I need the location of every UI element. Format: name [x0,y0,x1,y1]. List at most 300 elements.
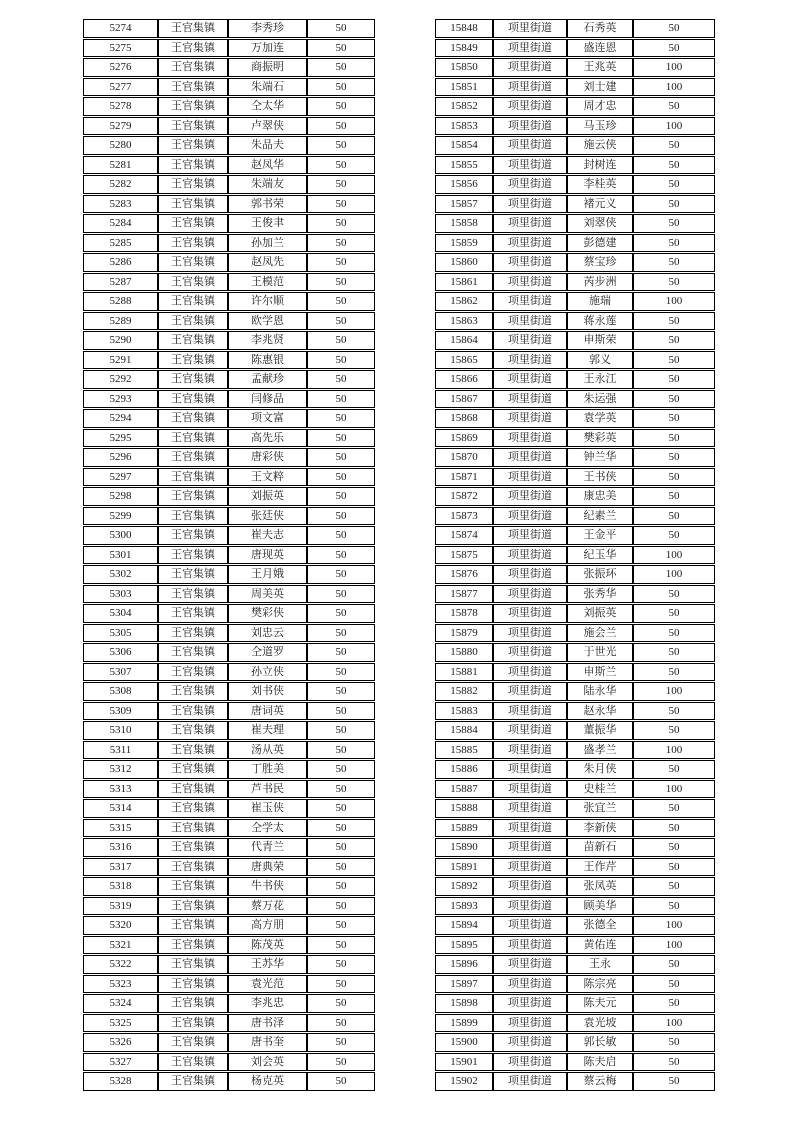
cell-township: 王官集镇 [158,780,228,799]
cell-township: 项里街道 [493,565,567,584]
cell-person-name: 张廷侠 [228,507,307,526]
cell-amount: 50 [307,741,375,760]
table-row [83,97,375,116]
cell-person-name: 朱端石 [228,78,307,97]
table-row [435,156,715,175]
cell-amount: 50 [307,253,375,272]
table-row [83,721,375,740]
cell-person-name: 代青兰 [228,838,307,857]
cell-amount: 100 [633,916,715,935]
table-row [435,487,715,506]
cell-person-name: 赵永华 [567,702,633,721]
cell-amount: 50 [633,253,715,272]
cell-amount: 50 [633,624,715,643]
cell-person-name: 仝学太 [228,819,307,838]
cell-township: 王官集镇 [158,682,228,701]
cell-township: 王官集镇 [158,721,228,740]
cell-amount: 50 [307,994,375,1013]
cell-person-name: 盛连恩 [567,39,633,58]
cell-township: 王官集镇 [158,1072,228,1091]
cell-serial-number: 5275 [83,39,158,58]
table-row [83,175,375,194]
cell-person-name: 樊彩侠 [228,604,307,623]
cell-amount: 100 [633,1014,715,1033]
cell-person-name: 唐词英 [228,702,307,721]
cell-township: 项里街道 [493,312,567,331]
cell-township: 项里街道 [493,117,567,136]
cell-amount: 50 [307,702,375,721]
cell-township: 项里街道 [493,663,567,682]
table-row [435,565,715,584]
cell-person-name: 纪玉华 [567,546,633,565]
cell-serial-number: 15872 [435,487,493,506]
cell-amount: 50 [307,604,375,623]
table-row [83,760,375,779]
cell-amount: 50 [307,897,375,916]
cell-serial-number: 15900 [435,1033,493,1052]
table-row [83,409,375,428]
cell-township: 王官集镇 [158,975,228,994]
table-row [83,19,375,38]
cell-person-name: 唐典荣 [228,858,307,877]
cell-township: 王官集镇 [158,936,228,955]
cell-township: 王官集镇 [158,546,228,565]
cell-serial-number: 15868 [435,409,493,428]
cell-serial-number: 15895 [435,936,493,955]
cell-amount: 50 [307,682,375,701]
table-row [435,994,715,1013]
cell-person-name: 顾美华 [567,897,633,916]
cell-amount: 100 [633,682,715,701]
cell-person-name: 孙立侠 [228,663,307,682]
cell-serial-number: 15864 [435,331,493,350]
cell-township: 项里街道 [493,936,567,955]
table-row [435,702,715,721]
cell-township: 项里街道 [493,409,567,428]
cell-township: 项里街道 [493,604,567,623]
cell-person-name: 唐现英 [228,546,307,565]
cell-serial-number: 5315 [83,819,158,838]
cell-person-name: 袁光坡 [567,1014,633,1033]
cell-township: 项里街道 [493,234,567,253]
cell-township: 王官集镇 [158,877,228,896]
table-row [83,292,375,311]
cell-person-name: 卢翠侠 [228,117,307,136]
cell-amount: 50 [307,273,375,292]
table-row [435,858,715,877]
cell-amount: 50 [307,234,375,253]
cell-person-name: 闫修品 [228,390,307,409]
cell-amount: 50 [633,97,715,116]
cell-person-name: 董振华 [567,721,633,740]
cell-serial-number: 15863 [435,312,493,331]
cell-township: 王官集镇 [158,819,228,838]
table-row [83,331,375,350]
cell-amount: 50 [307,448,375,467]
cell-serial-number: 5295 [83,429,158,448]
cell-amount: 50 [307,585,375,604]
cell-person-name: 刘振英 [228,487,307,506]
cell-person-name: 张德全 [567,916,633,935]
cell-township: 项里街道 [493,507,567,526]
cell-township: 项里街道 [493,1033,567,1052]
cell-serial-number: 15849 [435,39,493,58]
cell-person-name: 蔡云梅 [567,1072,633,1091]
roster-table-right-body [435,19,715,1091]
table-row [435,936,715,955]
cell-township: 王官集镇 [158,702,228,721]
table-row [435,975,715,994]
cell-serial-number: 15889 [435,819,493,838]
cell-person-name: 李秀珍 [228,19,307,38]
cell-person-name: 陈茂英 [228,936,307,955]
cell-serial-number: 5320 [83,916,158,935]
cell-person-name: 康忠美 [567,487,633,506]
cell-serial-number: 5287 [83,273,158,292]
cell-amount: 50 [307,292,375,311]
cell-amount: 50 [307,1033,375,1052]
cell-person-name: 刘会英 [228,1053,307,1072]
cell-amount: 50 [307,624,375,643]
table-row [435,916,715,935]
cell-serial-number: 15860 [435,253,493,272]
table-row [435,1033,715,1052]
cell-township: 王官集镇 [158,39,228,58]
cell-serial-number: 15861 [435,273,493,292]
cell-serial-number: 5310 [83,721,158,740]
cell-township: 王官集镇 [158,526,228,545]
table-row [435,838,715,857]
cell-amount: 50 [633,234,715,253]
cell-serial-number: 5293 [83,390,158,409]
cell-person-name: 崔玉侠 [228,799,307,818]
cell-serial-number: 15886 [435,760,493,779]
cell-amount: 50 [307,721,375,740]
cell-amount: 50 [307,507,375,526]
cell-amount: 50 [633,195,715,214]
table-row [83,156,375,175]
cell-person-name: 刘士建 [567,78,633,97]
cell-person-name: 蒋永莲 [567,312,633,331]
cell-serial-number: 5277 [83,78,158,97]
table-row [435,97,715,116]
cell-serial-number: 5302 [83,565,158,584]
table-row [83,682,375,701]
cell-serial-number: 15887 [435,780,493,799]
cell-serial-number: 15857 [435,195,493,214]
cell-amount: 100 [633,780,715,799]
cell-amount: 50 [307,760,375,779]
cell-amount: 50 [307,1053,375,1072]
cell-person-name: 项文富 [228,409,307,428]
cell-amount: 100 [633,78,715,97]
cell-amount: 50 [633,448,715,467]
cell-amount: 50 [307,390,375,409]
cell-person-name: 陈惠银 [228,351,307,370]
cell-township: 王官集镇 [158,604,228,623]
cell-serial-number: 5327 [83,1053,158,1072]
cell-amount: 50 [307,780,375,799]
cell-amount: 50 [307,643,375,662]
cell-serial-number: 5281 [83,156,158,175]
cell-amount: 50 [307,487,375,506]
cell-amount: 50 [307,19,375,38]
cell-serial-number: 5317 [83,858,158,877]
cell-township: 项里街道 [493,975,567,994]
cell-serial-number: 15848 [435,19,493,38]
cell-person-name: 刘书侠 [228,682,307,701]
cell-serial-number: 15890 [435,838,493,857]
cell-amount: 50 [633,858,715,877]
cell-township: 项里街道 [493,897,567,916]
cell-person-name: 周才忠 [567,97,633,116]
cell-township: 王官集镇 [158,624,228,643]
cell-serial-number: 15881 [435,663,493,682]
table-row [435,682,715,701]
table-row [435,234,715,253]
cell-person-name: 王月娥 [228,565,307,584]
cell-township: 项里街道 [493,468,567,487]
cell-township: 项里街道 [493,682,567,701]
roster-table-left [83,18,375,1092]
cell-person-name: 樊彩英 [567,429,633,448]
cell-township: 项里街道 [493,253,567,272]
cell-township: 项里街道 [493,39,567,58]
cell-serial-number: 15894 [435,916,493,935]
cell-amount: 50 [633,390,715,409]
cell-amount: 50 [633,760,715,779]
cell-amount: 50 [633,819,715,838]
cell-serial-number: 5294 [83,409,158,428]
cell-person-name: 张宜兰 [567,799,633,818]
cell-amount: 50 [307,838,375,857]
cell-township: 王官集镇 [158,1014,228,1033]
table-row [83,975,375,994]
cell-person-name: 郭长敏 [567,1033,633,1052]
table-row [83,897,375,916]
table-row [83,546,375,565]
cell-amount: 50 [307,936,375,955]
table-row [435,19,715,38]
table-row [83,214,375,233]
cell-township: 王官集镇 [158,78,228,97]
cell-serial-number: 15874 [435,526,493,545]
cell-amount: 50 [307,955,375,974]
cell-person-name: 郭书荣 [228,195,307,214]
table-row [83,1033,375,1052]
cell-amount: 50 [633,526,715,545]
cell-person-name: 刘忠云 [228,624,307,643]
cell-township: 王官集镇 [158,351,228,370]
table-row [435,136,715,155]
table-row [83,1053,375,1072]
cell-township: 王官集镇 [158,312,228,331]
cell-amount: 50 [633,702,715,721]
cell-serial-number: 5307 [83,663,158,682]
table-row [435,663,715,682]
cell-amount: 50 [307,916,375,935]
cell-serial-number: 15871 [435,468,493,487]
cell-township: 王官集镇 [158,507,228,526]
cell-serial-number: 5306 [83,643,158,662]
table-row [435,819,715,838]
table-row [435,370,715,389]
cell-amount: 50 [307,975,375,994]
table-row [435,799,715,818]
cell-amount: 50 [633,838,715,857]
table-row [83,663,375,682]
table-row [83,585,375,604]
cell-person-name: 史桂兰 [567,780,633,799]
cell-person-name: 申斯兰 [567,663,633,682]
cell-serial-number: 15898 [435,994,493,1013]
cell-person-name: 商振明 [228,58,307,77]
cell-serial-number: 5313 [83,780,158,799]
cell-amount: 50 [307,1014,375,1033]
cell-person-name: 彭德建 [567,234,633,253]
cell-person-name: 于世光 [567,643,633,662]
cell-person-name: 赵凤先 [228,253,307,272]
cell-township: 王官集镇 [158,1053,228,1072]
cell-township: 项里街道 [493,760,567,779]
table-row [435,409,715,428]
cell-person-name: 黄佑连 [567,936,633,955]
table-row [83,273,375,292]
cell-township: 项里街道 [493,156,567,175]
cell-amount: 50 [307,312,375,331]
cell-serial-number: 5318 [83,877,158,896]
cell-township: 项里街道 [493,78,567,97]
cell-serial-number: 5289 [83,312,158,331]
cell-serial-number: 5326 [83,1033,158,1052]
cell-serial-number: 15880 [435,643,493,662]
cell-person-name: 孙加兰 [228,234,307,253]
table-row [83,624,375,643]
cell-person-name: 王模范 [228,273,307,292]
cell-serial-number: 5290 [83,331,158,350]
cell-township: 王官集镇 [158,292,228,311]
table-row [83,838,375,857]
cell-amount: 50 [307,117,375,136]
table-row [435,877,715,896]
cell-amount: 50 [307,195,375,214]
cell-township: 王官集镇 [158,994,228,1013]
table-row [83,994,375,1013]
cell-person-name: 杨克英 [228,1072,307,1091]
cell-person-name: 张振环 [567,565,633,584]
cell-township: 项里街道 [493,702,567,721]
cell-township: 王官集镇 [158,585,228,604]
cell-township: 项里街道 [493,370,567,389]
cell-serial-number: 15855 [435,156,493,175]
cell-township: 王官集镇 [158,643,228,662]
table-row [83,741,375,760]
cell-amount: 100 [633,546,715,565]
cell-township: 王官集镇 [158,565,228,584]
table-row [83,370,375,389]
cell-township: 王官集镇 [158,429,228,448]
cell-township: 项里街道 [493,916,567,935]
cell-person-name: 赵凤华 [228,156,307,175]
cell-township: 王官集镇 [158,195,228,214]
cell-person-name: 许尔顺 [228,292,307,311]
cell-serial-number: 5323 [83,975,158,994]
cell-township: 项里街道 [493,585,567,604]
cell-person-name: 王永 [567,955,633,974]
cell-serial-number: 5276 [83,58,158,77]
table-row [435,1053,715,1072]
cell-person-name: 刘振英 [567,604,633,623]
cell-amount: 50 [307,370,375,389]
cell-township: 王官集镇 [158,1033,228,1052]
cell-township: 王官集镇 [158,214,228,233]
cell-township: 项里街道 [493,175,567,194]
cell-person-name: 周美英 [228,585,307,604]
table-row [435,39,715,58]
cell-serial-number: 15870 [435,448,493,467]
table-row [435,390,715,409]
cell-township: 项里街道 [493,487,567,506]
cell-person-name: 施瑞 [567,292,633,311]
cell-township: 项里街道 [493,19,567,38]
cell-amount: 50 [307,799,375,818]
table-row [83,819,375,838]
cell-amount: 50 [307,136,375,155]
cell-person-name: 蔡万花 [228,897,307,916]
table-row [435,117,715,136]
cell-person-name: 袁学英 [567,409,633,428]
table-row [435,312,715,331]
cell-township: 王官集镇 [158,760,228,779]
table-row [83,468,375,487]
cell-township: 项里街道 [493,877,567,896]
table-row [435,585,715,604]
table-row [83,195,375,214]
cell-township: 项里街道 [493,273,567,292]
cell-serial-number: 15850 [435,58,493,77]
table-row [83,604,375,623]
cell-person-name: 王俊聿 [228,214,307,233]
cell-amount: 50 [307,97,375,116]
cell-amount: 100 [633,565,715,584]
cell-serial-number: 5274 [83,19,158,38]
cell-amount: 50 [633,351,715,370]
cell-township: 项里街道 [493,1072,567,1091]
cell-amount: 50 [307,526,375,545]
cell-township: 王官集镇 [158,448,228,467]
cell-person-name: 王苏华 [228,955,307,974]
table-row [435,292,715,311]
cell-serial-number: 15859 [435,234,493,253]
cell-township: 项里街道 [493,429,567,448]
table-row [435,546,715,565]
cell-township: 王官集镇 [158,741,228,760]
table-row [83,78,375,97]
cell-township: 王官集镇 [158,487,228,506]
cell-township: 王官集镇 [158,468,228,487]
table-row [435,351,715,370]
cell-amount: 50 [307,1072,375,1091]
table-row [83,312,375,331]
table-row [435,721,715,740]
cell-amount: 50 [633,897,715,916]
cell-serial-number: 5283 [83,195,158,214]
cell-serial-number: 15869 [435,429,493,448]
cell-serial-number: 5322 [83,955,158,974]
cell-person-name: 蔡宝珍 [567,253,633,272]
cell-serial-number: 5309 [83,702,158,721]
cell-amount: 50 [633,19,715,38]
